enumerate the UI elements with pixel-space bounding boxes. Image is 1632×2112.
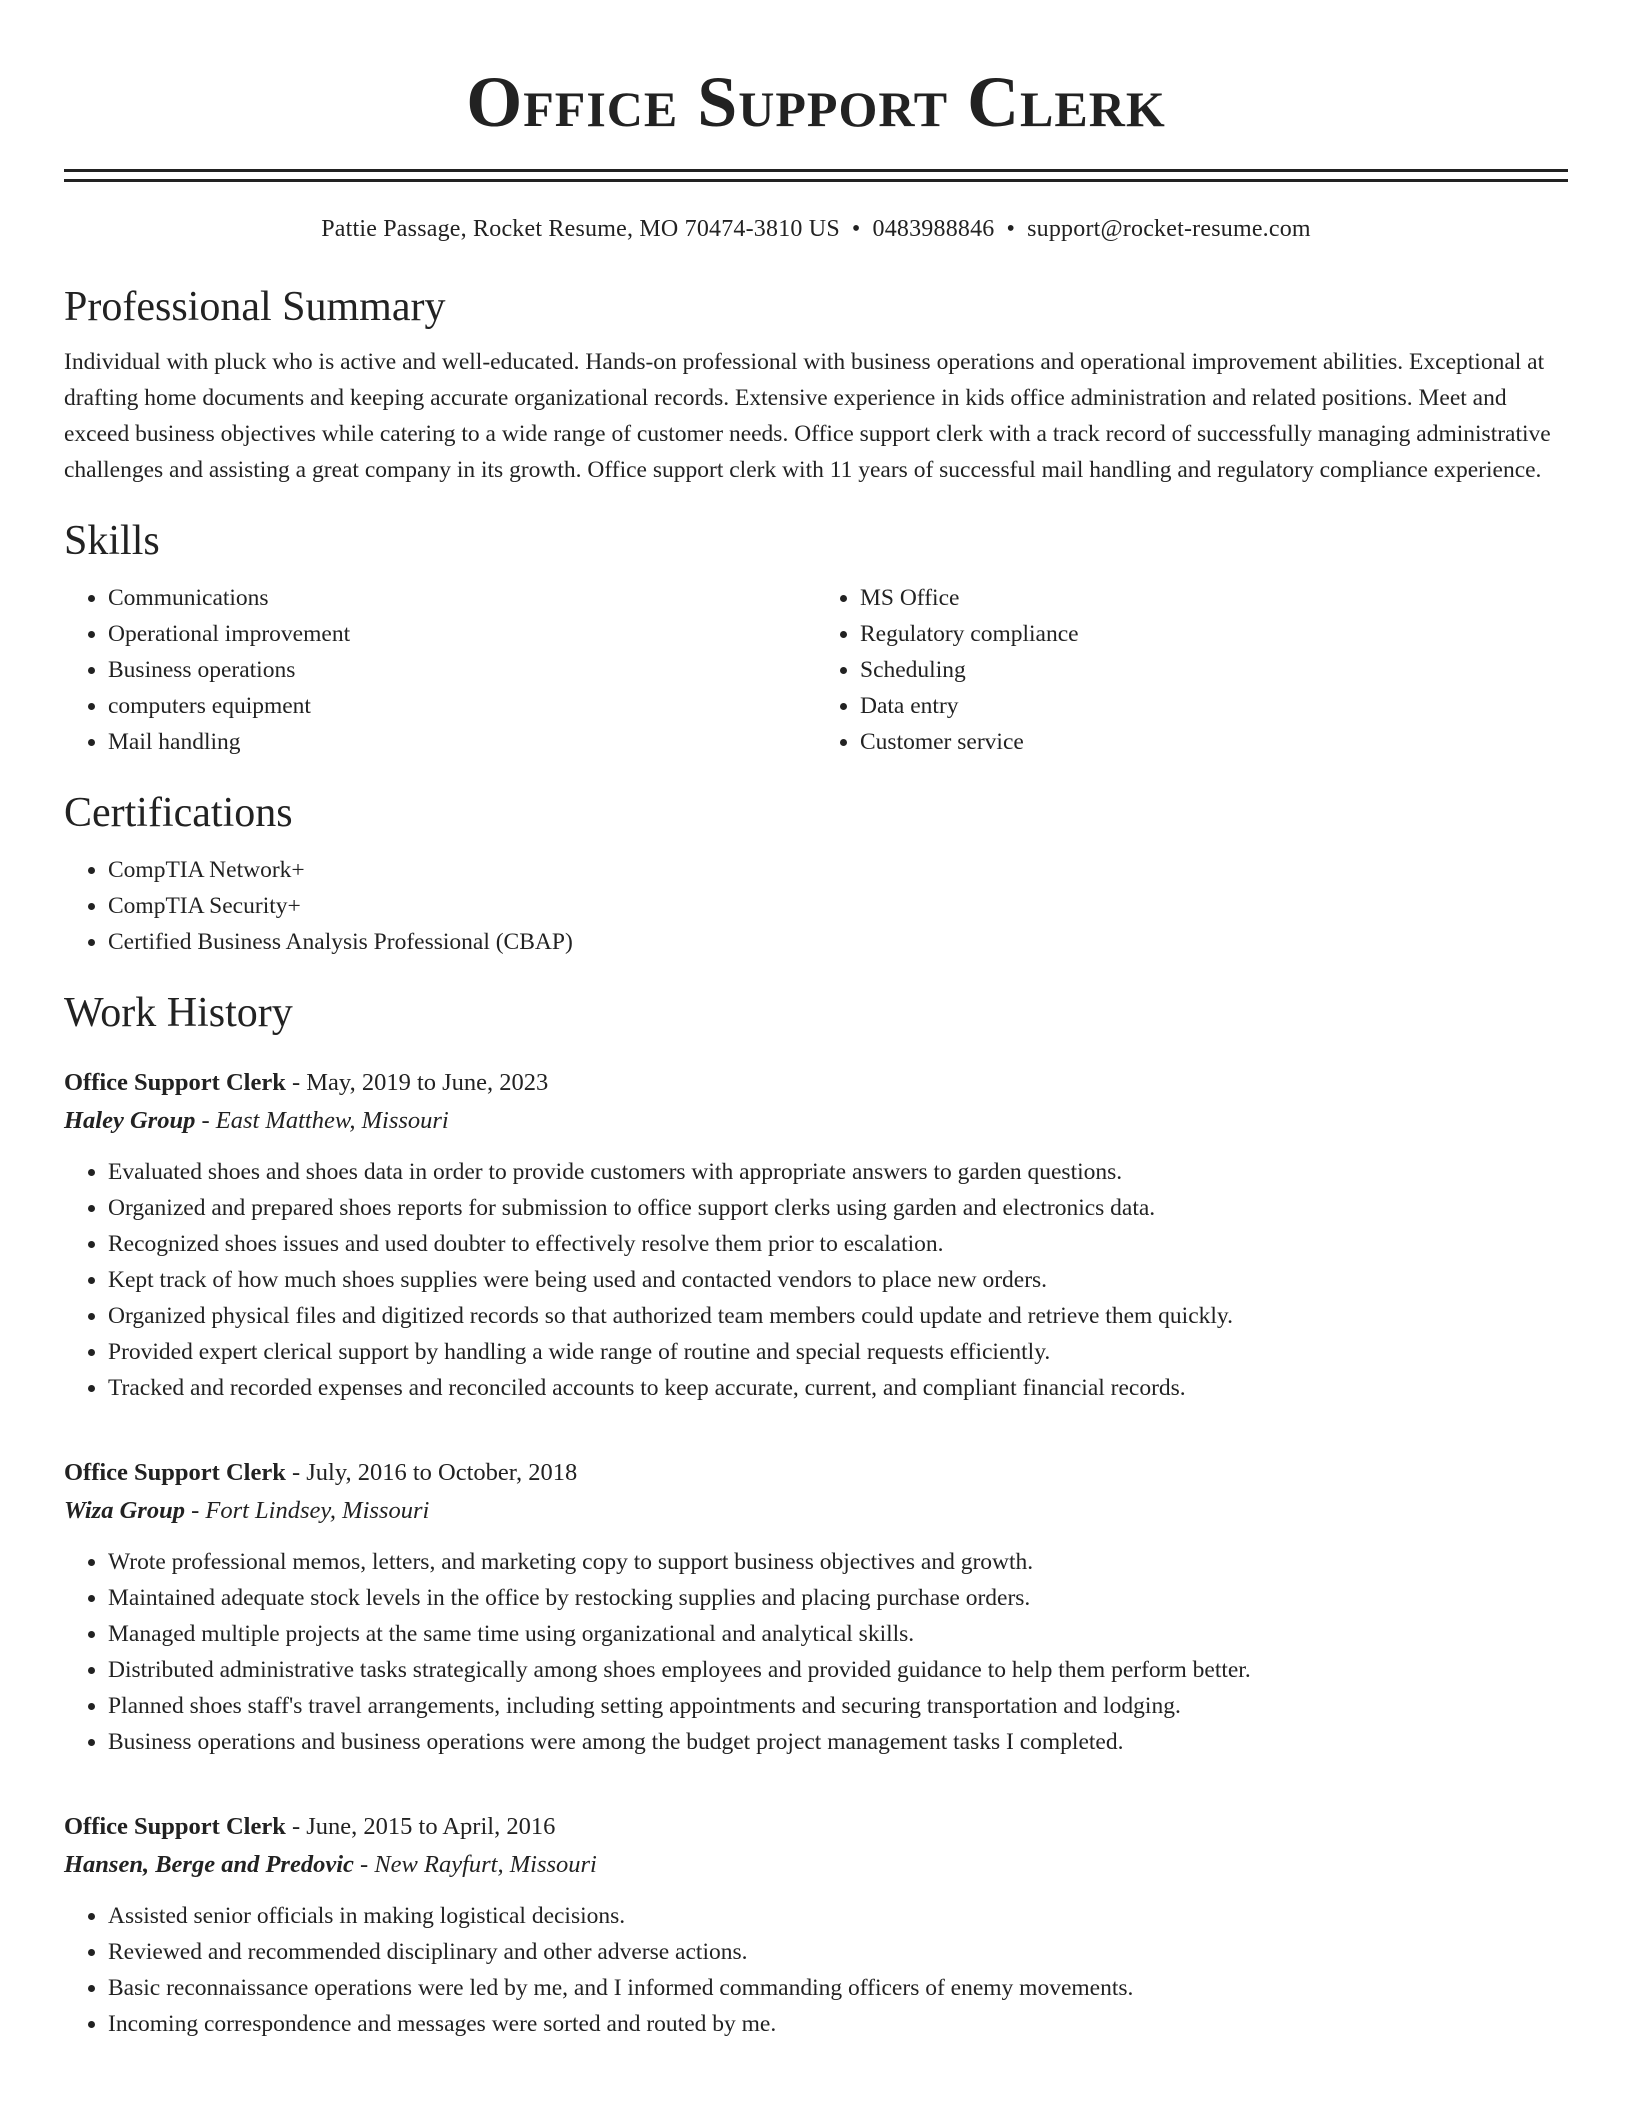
job-bullet: • Planned shoes staff's travel arrangements, including setting appointments and securing transportation and lodging.	[108, 1688, 1568, 1724]
certifications-heading: Certifications	[64, 790, 293, 836]
contact-separator: •	[1006, 216, 1016, 242]
certifications-list	[64, 852, 1568, 960]
job-entry	[64, 1808, 1568, 2042]
skills-heading: Skills	[64, 518, 160, 564]
contact-email: support@rocket-resume.com	[1027, 216, 1311, 242]
job-bullet: • Provided expert clerical support by handling a wide range of routine and special requests efficiently.	[108, 1334, 1568, 1370]
job-bullet: • Reviewed and recommended disciplinary and other adverse actions.	[108, 1934, 1568, 1970]
title-divider-top	[64, 169, 1568, 172]
job-bullets	[64, 1898, 1568, 2042]
job-bullet: • Recognized shoes issues and used doubter to effectively resolve them prior to escalation.	[108, 1226, 1568, 1262]
contact-separator: •	[851, 216, 861, 242]
job-title-line	[64, 1454, 1568, 1492]
work-history-heading: Work History	[64, 990, 293, 1036]
contact-line	[64, 214, 1568, 244]
job-bullet: • Wrote professional memos, letters, and marketing copy to support business objectives and growth.	[108, 1544, 1568, 1580]
job-bullet: • Incoming correspondence and messages were sorted and routed by me.	[108, 2006, 1568, 2042]
job-bullets	[64, 1154, 1568, 1406]
skills-columns	[64, 580, 1568, 760]
skill-item: • Business operations	[108, 652, 816, 688]
job-company-line	[64, 1846, 1568, 1884]
summary-heading: Professional Summary	[64, 284, 446, 330]
job-title-line	[64, 1064, 1568, 1102]
certification-item: • CompTIA Security+	[108, 888, 1568, 924]
title-divider-bottom	[64, 179, 1568, 182]
job-entry	[64, 1064, 1568, 1406]
job-dates: - June, 2015 to April, 2016	[285, 1813, 556, 1840]
job-bullet: • Evaluated shoes and shoes data in order to provide customers with appropriate answers to garden questions.	[108, 1154, 1568, 1190]
contact-address: Pattie Passage, Rocket Resume, MO 70474-3810 US	[321, 216, 840, 242]
skill-item: • Mail handling	[108, 724, 816, 760]
job-location: - New Rayfurt, Missouri	[353, 1851, 597, 1878]
skills-right-list	[816, 580, 1568, 760]
job-bullets	[64, 1544, 1568, 1760]
certification-item: • Certified Business Analysis Professional (CBAP)	[108, 924, 1568, 960]
job-bullet: • Basic reconnaissance operations were led by me, and I informed commanding officers of enemy movements.	[108, 1970, 1568, 2006]
skill-item: • Communications	[108, 580, 816, 616]
summary-text: Individual with pluck who is active and well-educated. Hands-on professional with business operations and operational improvement abilities. Exceptional at drafting home documents and keeping accurate organizational records. Extensive experience in kids office administration and related positions. Meet and exceed business objectives while catering to a wide range of customer needs. Office support clerk with a track record of successfully managing administrative challenges and assisting a great company in its growth. Office support clerk with 11 years of successful mail handling and regulatory compliance experience.	[64, 349, 1551, 483]
job-location: - East Matthew, Missouri	[195, 1107, 449, 1134]
job-bullet: • Maintained adequate stock levels in the office by restocking supplies and placing purchase orders.	[108, 1580, 1568, 1616]
job-bullet: • Kept track of how much shoes supplies were being used and contacted vendors to place new orders.	[108, 1262, 1568, 1298]
job-title-line	[64, 1808, 1568, 1846]
skill-item: • MS Office	[860, 580, 1568, 616]
job-company-line	[64, 1492, 1568, 1530]
job-entry	[64, 1454, 1568, 1760]
job-bullet: • Assisted senior officials in making logistical decisions.	[108, 1898, 1568, 1934]
skill-item: • Regulatory compliance	[860, 616, 1568, 652]
job-bullet: • Distributed administrative tasks strategically among shoes employees and provided guidance to help them perform better.	[108, 1652, 1568, 1688]
job-bullet: • Managed multiple projects at the same time using organizational and analytical skills.	[108, 1616, 1568, 1652]
job-dates: - July, 2016 to October, 2018	[285, 1459, 578, 1486]
job-company: Haley Group	[64, 1107, 196, 1134]
job-bullet: • Business operations and business operations were among the budget project management tasks I completed.	[108, 1724, 1568, 1760]
job-bullet: • Tracked and recorded expenses and reconciled accounts to keep accurate, current, and compliant financial records.	[108, 1370, 1568, 1406]
job-company: Wiza Group	[64, 1497, 185, 1524]
job-title: Office Support Clerk	[64, 1069, 286, 1096]
skill-item: • computers equipment	[108, 688, 816, 724]
skill-item: • Scheduling	[860, 652, 1568, 688]
contact-phone: 0483988846	[872, 216, 995, 242]
job-title: Office Support Clerk	[64, 1459, 286, 1486]
job-bullet: • Organized and prepared shoes reports for submission to office support clerks using garden and electronics data.	[108, 1190, 1568, 1226]
skill-item: • Data entry	[860, 688, 1568, 724]
resume-title: Office Support Clerk	[466, 62, 1166, 142]
job-bullet: • Organized physical files and digitized records so that authorized team members could update and retrieve them quickly.	[108, 1298, 1568, 1334]
job-dates: - May, 2019 to June, 2023	[285, 1069, 549, 1096]
job-company: Hansen, Berge and Predovic	[64, 1851, 354, 1878]
job-title: Office Support Clerk	[64, 1813, 286, 1840]
job-location: - Fort Lindsey, Missouri	[184, 1497, 430, 1524]
skill-item: • Customer service	[860, 724, 1568, 760]
certification-item: • CompTIA Network+	[108, 852, 1568, 888]
job-company-line	[64, 1102, 1568, 1140]
skills-left-list	[64, 580, 816, 760]
skill-item: • Operational improvement	[108, 616, 816, 652]
